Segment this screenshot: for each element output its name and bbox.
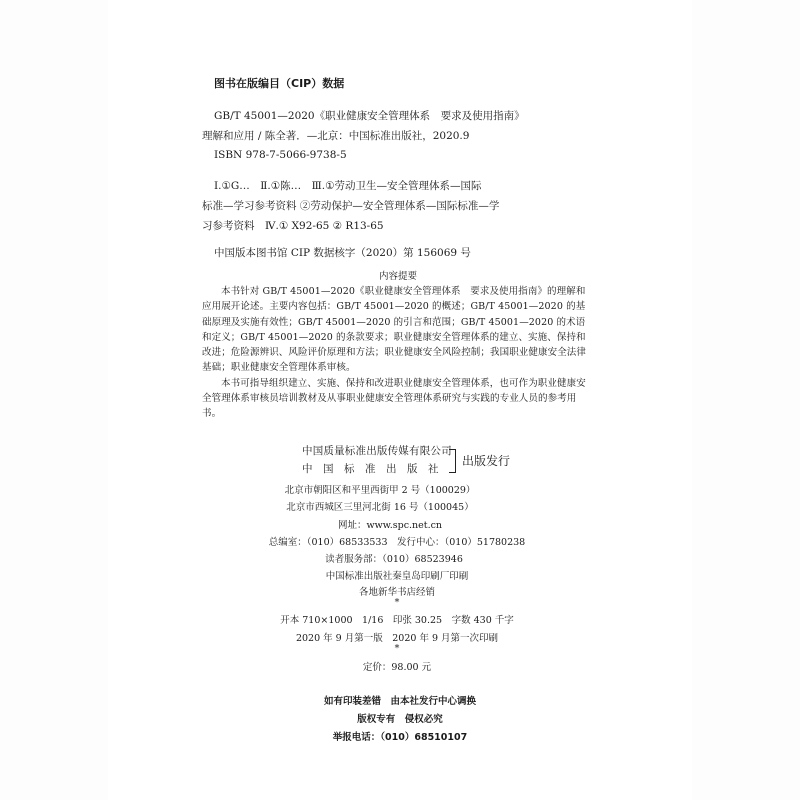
publisher-bracket bbox=[449, 449, 456, 473]
cip-subject-line1: Ⅰ.①G… Ⅱ.①陈… Ⅲ.①劳动卫生—安全管理体系—国际 bbox=[214, 180, 482, 192]
publisher-address-1: 北京市朝阳区和平里西街甲 2 号（100029） bbox=[284, 485, 476, 496]
summary-paragraph-2: 本书可指导组织建立、实施、保持和改进职业健康安全管理体系，也可作为职业健康安全管理体系审核员培训教材及从事职业健康安全管理体系研究与实践的专业人员的参考用书。 bbox=[202, 377, 586, 420]
cip-heading: 图书在版编目（CIP）数据 bbox=[214, 77, 345, 90]
separator-star-2: * bbox=[394, 643, 400, 654]
publisher-website: 网址：www.spc.net.cn bbox=[337, 520, 443, 531]
notice-line-1: 如有印装差错 由本社发行中心调换 bbox=[323, 696, 477, 707]
publisher-action: 出版发行 bbox=[462, 454, 511, 468]
summary-heading: 内容提要 bbox=[378, 271, 418, 282]
publisher-address-2: 北京市西城区三里河北街 16 号（100045） bbox=[286, 502, 474, 513]
separator-star-1: * bbox=[394, 597, 400, 608]
notice-line-3: 举报电话：（010）68510107 bbox=[332, 732, 468, 743]
notice-line-2: 版权专有 侵权必究 bbox=[357, 714, 443, 725]
cip-subject-line2: 标准—学习参考资料 ②劳动保护—安全管理体系—国际标准—学 bbox=[202, 200, 500, 212]
publisher-printer: 中国标准出版社秦皇岛印刷厂印刷 bbox=[325, 571, 469, 582]
summary-paragraph-1: 本书针对 GB/T 45001—2020《职业健康安全管理体系 要求及使用指南》的理解和应用展开论述。主要内容包括：GB/T 45001—2020 的概述；GB/T 45001—2020 的基础原理及实施有效性；GB/T 45001—2020 的引言和范围；GB/T 45001—2020 的术语和定义；GB/T 45001—2020 的条款要求；职业健康安全管理体系的建立、实施、保持和改进；危险源辨识、风险评价原理和方法；职业健康安全风险控制；我国职业健康安全法律基础；职业健康安全管理体系审核。 bbox=[202, 286, 587, 374]
cip-isbn: ISBN 978-7-5066-9738-5 bbox=[214, 149, 347, 161]
publisher-format-line: 开本 710×1000 1/16 印张 30.25 字数 430 千字 bbox=[280, 615, 514, 626]
publisher-phone-line: 总编室：（010）68533533 发行中心：（010）51780238 bbox=[268, 537, 526, 548]
publisher-reader-service: 读者服务部：（010）68523946 bbox=[325, 554, 463, 565]
publisher-name-2: 中 国 标 准 出 版 社 bbox=[302, 463, 439, 475]
cip-title-line2: 理解和应用 / 陈全著．—北京：中国标准出版社，2020.9 bbox=[202, 130, 470, 142]
cip-title-line1: GB/T 45001—2020《职业健康安全管理体系 要求及使用指南》 bbox=[214, 110, 525, 122]
cip-data-note: 中国版本图书馆 CIP 数据核字（2020）第 156069 号 bbox=[214, 247, 471, 259]
cip-subject-line3: 习参考资料 Ⅳ.① X92-65 ② R13-65 bbox=[202, 220, 384, 232]
summary-body bbox=[202, 284, 592, 422]
publisher-name-1: 中国质量标准出版传媒有限公司 bbox=[302, 445, 452, 457]
publisher-distributor: 各地新华书店经销 bbox=[358, 587, 436, 598]
publisher-edition-line: 2020 年 9 月第一版 2020 年 9 月第一次印刷 bbox=[295, 633, 499, 644]
publisher-price: 定价：98.00 元 bbox=[362, 662, 432, 673]
